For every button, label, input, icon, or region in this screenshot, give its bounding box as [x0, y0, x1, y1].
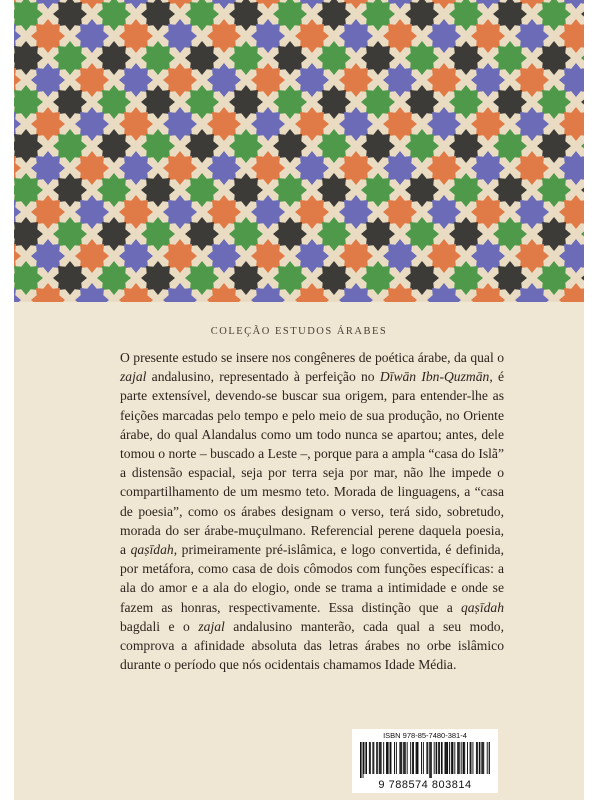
barcode-bar [438, 742, 439, 774]
barcode-bar [386, 742, 387, 774]
barcode-bar [387, 742, 389, 774]
barcode-bar [459, 742, 460, 774]
barcode-icon [360, 742, 490, 778]
barcode-bar [417, 742, 418, 774]
barcode-bar [471, 742, 472, 774]
barcode-bar [407, 742, 408, 774]
barcode-bar [380, 742, 381, 774]
barcode-bar [413, 742, 414, 774]
barcode-bar [483, 742, 484, 774]
barcode-bar [445, 742, 446, 774]
barcode-bar [427, 742, 428, 774]
barcode-bar [472, 742, 473, 774]
barcode-bar [426, 742, 427, 774]
barcode-bar [370, 742, 371, 774]
barcode-bar [489, 742, 490, 774]
barcode-bar [364, 742, 365, 774]
barcode-bar [421, 742, 422, 774]
blurb-part-4: , primeiramente pré-islâmica, e logo convertida, é definida, por metáfora, como casa de dois cômodos com funções específicas: a ala do amor e a ala do elogio, onde se trama a intimidade e onde se fazem as honras, respectivamente. Essa distinção que a [120, 542, 504, 615]
barcode-bar [369, 742, 370, 774]
barcode-bar [396, 742, 397, 774]
barcode-bar [439, 742, 440, 774]
barcode-bar [372, 742, 373, 774]
barcode-bar [391, 742, 392, 774]
barcode-bar [410, 742, 411, 774]
barcode-bar [373, 742, 374, 774]
back-cover [14, 0, 584, 800]
blurb-part-6: andalusino manterão, cada qual a seu modo, comprova a afinidade absoluta das letras árabes no orbe islâmico durante o período que nós ocidentais chamamos Idade Média. [120, 618, 504, 673]
barcode-bar [481, 742, 482, 774]
blurb-diwan: Dīwān Ibn-Quzmān [379, 369, 490, 385]
barcode-bar [476, 742, 477, 774]
blurb-part-3: , é parte extensível, devendo-se buscar sua origem, para entender-lhe as feições marcadas pelo tempo e pelo meio de sua produção, no Oriente árabe, do qual Alandalus como um todo nunca se apartou; antes, dele tomou o norte – buscado a Leste –, porque para a ampla “casa do Islã” a distensão espacial, seja por terra seja por mar, não lhe impede o compartilhamento de um mesmo teto. Morada de linguagens, a “casa de poesia”, como os árabes designam o verso, terá sido, sobretudo, morada do ser árabe-muçulmano. Referencial perene daquela poesia, a [120, 369, 504, 558]
barcode-bar [452, 742, 454, 774]
barcode-bar [412, 742, 413, 774]
barcode-bar [376, 742, 378, 774]
barcode-bar [401, 742, 402, 774]
barcode-bar [470, 742, 471, 774]
barcode-bar [379, 742, 380, 774]
barcode-bar [416, 742, 417, 774]
barcode-bar [390, 742, 391, 774]
barcode-bar [487, 742, 488, 774]
barcode-bar [482, 742, 483, 774]
barcode-bar [430, 742, 432, 778]
barcode-bar [405, 742, 406, 774]
barcode-bar [434, 742, 435, 774]
barcode-bar [403, 742, 405, 774]
blurb-text [120, 348, 504, 674]
barcode-label [352, 729, 498, 793]
blurb-qasidah-1: qaṣīdah [130, 542, 174, 558]
barcode-bar [454, 742, 455, 774]
barcode-bar [467, 742, 468, 774]
barcode-bar [457, 742, 459, 774]
tile-pattern-svg [14, 0, 584, 302]
barcode-bar [399, 742, 400, 774]
blurb-part-1: O presente estudo se insere nos congêneres de poética árabe, da qual o [120, 350, 504, 365]
barcode-bar [418, 742, 419, 774]
barcode-bar [461, 742, 462, 774]
barcode-bar [423, 742, 424, 774]
blurb-zajal-1: zajal [120, 369, 147, 385]
barcode-bar [441, 742, 443, 774]
barcode-bar [477, 742, 478, 774]
barcode-bar [463, 742, 465, 774]
barcode-bar [449, 742, 450, 774]
barcode-bar [400, 742, 401, 774]
barcode-bar [429, 742, 430, 778]
blurb-qasidah-2: qaṣīdah [460, 599, 504, 615]
barcode-bar [383, 742, 384, 774]
geometric-tile-pattern [14, 0, 584, 302]
barcode-bar [464, 742, 465, 774]
barcode-bar [394, 742, 395, 774]
barcode-bar [436, 742, 438, 774]
blurb-zajal-2: zajal [198, 618, 225, 634]
barcode-bar [365, 742, 367, 774]
barcode-bar [445, 742, 446, 774]
barcode-bar [479, 742, 481, 774]
series-title: COLEÇÃO ESTUDOS ÁRABES [210, 326, 388, 337]
blurb-part-5: bagdali e o [120, 618, 199, 634]
barcode-digits: 9 788574 803814 [378, 779, 472, 791]
barcode-bar [446, 742, 448, 774]
blurb-part-2: andalusino, representado à perfeição no [146, 369, 380, 385]
barcode-bars [360, 742, 490, 778]
barcode-bar [451, 742, 452, 774]
barcode-bar [363, 742, 364, 778]
barcode-bar [381, 742, 382, 774]
barcode-bar [360, 742, 362, 778]
isbn-text: ISBN 978-85-7480-381-4 [383, 731, 467, 740]
